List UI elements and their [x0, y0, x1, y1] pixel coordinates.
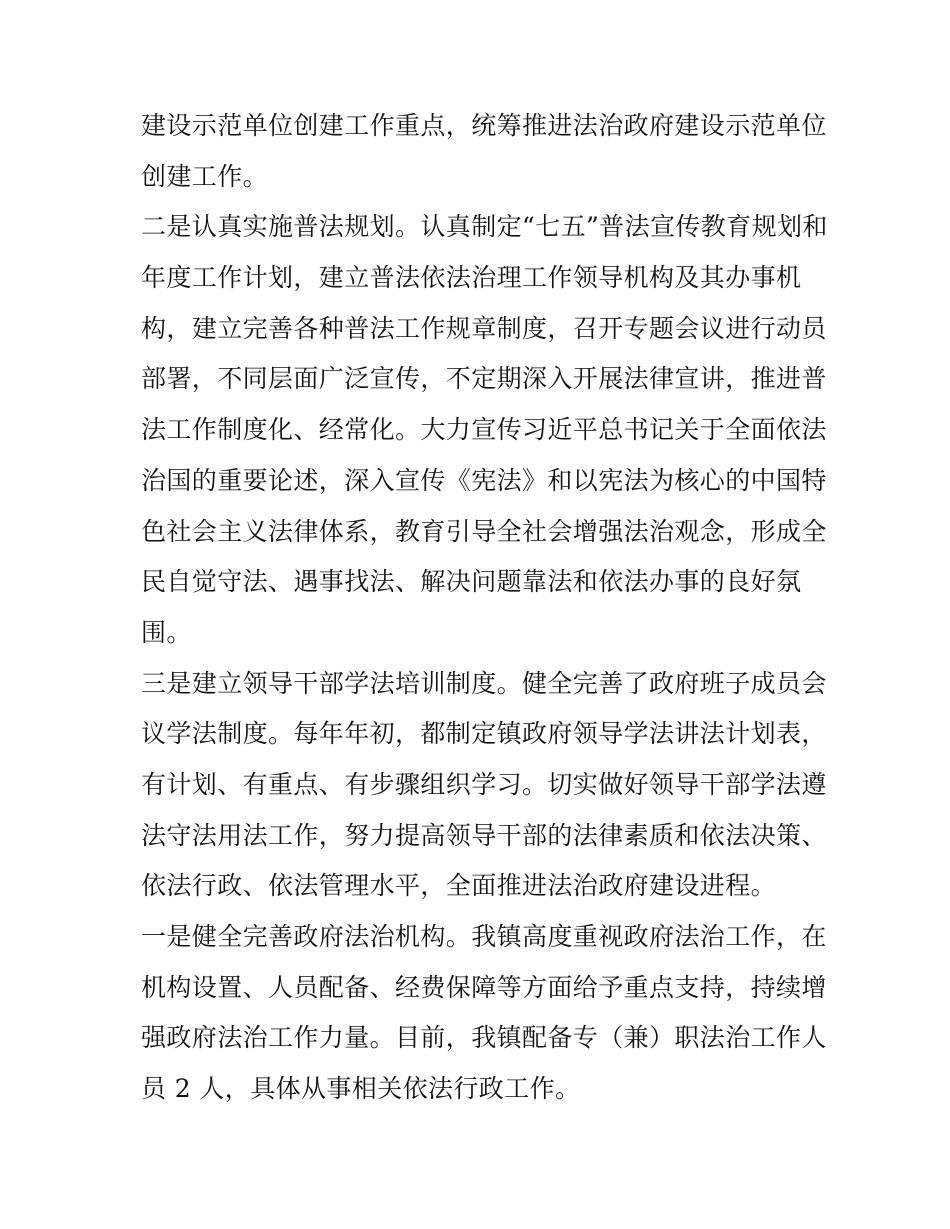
text-line: 依法行政、依法管理水平，全面推进法治政府建设进程。: [141, 871, 777, 901]
text-line: 二是认真实施普法规划。认真制定“七五”普法宣传教育规划和: [141, 212, 828, 242]
text-line: 三是建立领导干部学法培训制度。健全完善了政府班子成员会: [141, 668, 827, 698]
text-line: 治国的重要论述，深入宣传《宪法》和以宪法为核心的中国特: [141, 465, 827, 495]
text-line: 建设示范单位创建工作重点，统筹推进法治政府建设示范单位: [141, 111, 827, 140]
text-line: 员 2 人，具体从事相关依法行政工作。: [141, 1074, 581, 1104]
text-line: 议学法制度。每年年初，都制定镇政府领导学法讲法计划表，: [141, 719, 827, 749]
text-line: 民自觉守法、遇事找法、解决问题靠法和依法办事的良好氛: [141, 567, 802, 597]
text-line: 有计划、有重点、有步骤组织学习。切实做好领导干部学法遵: [141, 769, 827, 799]
text-line: 创建工作。: [141, 161, 269, 191]
text-line: 法工作制度化、经常化。大力宣传习近平总书记关于全面依法: [141, 415, 827, 445]
text-line: 机构设置、人员配备、经费保障等方面给予重点支持，持续增: [141, 972, 827, 1002]
text-line: 围。: [141, 617, 192, 647]
text-line: 色社会主义法律体系，教育引导全社会增强法治观念，形成全: [141, 516, 827, 546]
body-text: [141, 101, 828, 1115]
text-line: 部署，不同层面广泛宣传，不定期深入开展法律宣讲，推进普: [141, 364, 827, 394]
text-line: 强政府法治工作力量。目前，我镇配备专（兼）职法治工作人: [141, 1023, 827, 1053]
text-line: 年度工作计划，建立普法依法治理工作领导机构及其办事机: [141, 263, 802, 293]
text-line: 法守法用法工作，努力提高领导干部的法律素质和依法决策、: [141, 820, 827, 850]
text-line: 一是健全完善政府法治机构。我镇高度重视政府法治工作，在: [141, 922, 827, 951]
text-line: 构，建立完善各种普法工作规章制度，召开专题会议进行动员: [141, 313, 827, 343]
